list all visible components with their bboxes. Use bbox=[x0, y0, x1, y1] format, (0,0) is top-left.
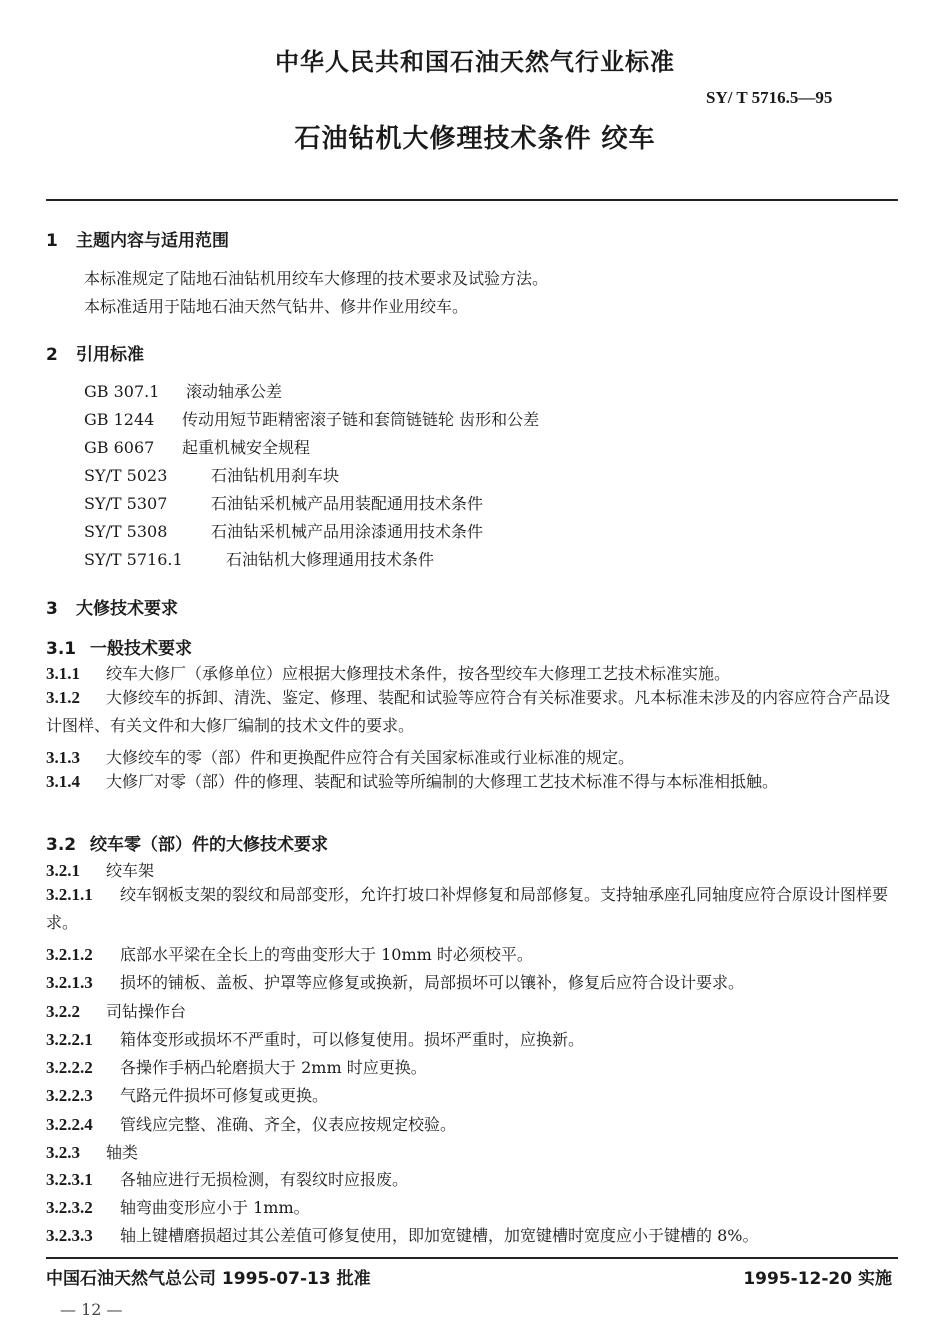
section-number: 1 bbox=[46, 231, 58, 251]
clause-text: 司钻操作台 bbox=[106, 1002, 187, 1021]
approval-line: 中国石油天然气总公司 1995-07-13 批准 bbox=[46, 1269, 371, 1289]
clause-number: 3.2.2.3 bbox=[46, 1086, 93, 1105]
section-title: 主题内容与适用范围 bbox=[76, 231, 229, 251]
clause-text: 各操作手柄凸轮磨损大于 2mm 时应更换。 bbox=[120, 1058, 427, 1077]
section-title: 大修技术要求 bbox=[76, 599, 178, 619]
clause-number: 3.2.1.3 bbox=[46, 973, 93, 992]
subsection-title: 绞车零（部）件的大修技术要求 bbox=[90, 835, 328, 855]
clause-3-2-3-3 bbox=[46, 1223, 758, 1246]
clause-text: 轴上键槽磨损超过其公差值可修复使用，即加宽键槽，加宽键槽时宽度应小于键槽的 8%。 bbox=[120, 1226, 759, 1245]
reference-code: SY/T 5308 bbox=[84, 522, 168, 541]
subsection-3-1-heading bbox=[46, 634, 192, 659]
clause-3-2-3-2 bbox=[46, 1195, 310, 1218]
reference-item bbox=[84, 547, 434, 570]
clause-text: 绞车架 bbox=[106, 861, 155, 880]
reference-name: 石油钻采机械产品用涂漆通用技术条件 bbox=[211, 522, 484, 541]
clause-3-2-2 bbox=[46, 999, 186, 1022]
clause-text: 大修绞车的拆卸、清洗、鉴定、修理、装配和试验等应符合有关标准要求。凡本标准未涉及的内容应符合产品设计图样、有关文件和大修厂编制的技术文件的要求。 bbox=[46, 688, 891, 735]
reference-item bbox=[84, 491, 483, 514]
subsection-number: 3.2 bbox=[46, 835, 77, 855]
clause-number: 3.2.3.3 bbox=[46, 1226, 93, 1245]
reference-item bbox=[84, 379, 282, 402]
clause-text: 轴弯曲变形应小于 1mm。 bbox=[120, 1198, 310, 1217]
clause-3-1-3 bbox=[46, 745, 634, 768]
clause-text: 气路元件损坏可修复或更换。 bbox=[120, 1086, 329, 1105]
clause-number: 3.1.1 bbox=[46, 664, 80, 683]
clause-3-2-3 bbox=[46, 1140, 138, 1163]
page-number: — 12 — bbox=[60, 1300, 123, 1319]
reference-name: 石油钻采机械产品用装配通用技术条件 bbox=[211, 494, 484, 513]
reference-code: GB 6067 bbox=[84, 438, 155, 457]
clause-number: 3.1.4 bbox=[46, 772, 80, 791]
subsection-title: 一般技术要求 bbox=[90, 639, 192, 659]
reference-code: GB 1244 bbox=[84, 410, 155, 429]
reference-item bbox=[84, 519, 483, 542]
clause-text: 绞车钢板支架的裂纹和局部变形，允许打坡口补焊修复和局部修复。支持轴承座孔同轴度应符合原设计图样要求。 bbox=[46, 885, 889, 932]
clause-3-2-1-1 bbox=[46, 881, 898, 937]
section-3-heading bbox=[46, 594, 178, 619]
clause-text: 损坏的铺板、盖板、护罩等应修复或换新，局部损坏可以镶补，修复后应符合设计要求。 bbox=[120, 973, 745, 992]
clause-3-1-2 bbox=[46, 684, 898, 740]
subsection-number: 3.1 bbox=[46, 639, 77, 659]
reference-name: 传动用短节距精密滚子链和套筒链链轮 齿形和公差 bbox=[182, 410, 540, 429]
clause-text: 大修厂对零（部）件的修理、装配和试验等所编制的大修理工艺技术标准不得与本标准相抵触。 bbox=[106, 772, 779, 791]
reference-code: GB 307.1 bbox=[84, 382, 160, 401]
clause-text: 箱体变形或损坏不严重时，可以修复使用。损坏严重时，应换新。 bbox=[120, 1030, 585, 1049]
document-title: 石油钻机大修理技术条件 绞车 bbox=[294, 124, 656, 154]
reference-code: SY/T 5023 bbox=[84, 466, 168, 485]
reference-name: 石油钻机用刹车块 bbox=[211, 466, 340, 485]
section-number: 2 bbox=[46, 345, 58, 365]
clause-number: 3.2.2.4 bbox=[46, 1115, 93, 1134]
clause-text: 底部水平梁在全长上的弯曲变形大于 10mm 时必须校平。 bbox=[120, 945, 533, 964]
clause-3-2-2-3 bbox=[46, 1083, 328, 1106]
clause-number: 3.2.1.1 bbox=[46, 885, 93, 904]
reference-code: SY/T 5716.1 bbox=[84, 550, 183, 569]
reference-item bbox=[84, 435, 310, 458]
clause-3-2-2-4 bbox=[46, 1112, 456, 1135]
section-2-heading bbox=[46, 340, 144, 365]
clause-3-2-1-2 bbox=[46, 942, 533, 965]
standard-code: SY/ T 5716.5—95 bbox=[706, 88, 833, 107]
clause-number: 3.2.3.2 bbox=[46, 1198, 93, 1217]
clause-number: 3.2.2.1 bbox=[46, 1030, 93, 1049]
clause-3-2-2-1 bbox=[46, 1027, 584, 1050]
clause-text: 管线应完整、准确、齐全，仪表应按规定校验。 bbox=[120, 1115, 457, 1134]
clause-number: 3.2.3.1 bbox=[46, 1170, 93, 1189]
clause-3-2-2-2 bbox=[46, 1055, 427, 1078]
standard-org-title: 中华人民共和国石油天然气行业标准 bbox=[275, 48, 675, 76]
clause-number: 3.2.2.2 bbox=[46, 1058, 93, 1077]
clause-3-2-1-3 bbox=[46, 970, 744, 993]
scope-paragraph-1: 本标准规定了陆地石油钻机用绞车大修理的技术要求及试验方法。 bbox=[84, 269, 549, 288]
reference-name: 起重机械安全规程 bbox=[182, 438, 311, 457]
clause-text: 绞车大修厂（承修单位）应根据大修理技术条件，按各型绞车大修理工艺技术标准实施。 bbox=[106, 664, 731, 683]
clause-3-2-3-1 bbox=[46, 1167, 408, 1190]
clause-number: 3.1.3 bbox=[46, 748, 80, 767]
clause-3-1-4 bbox=[46, 768, 898, 796]
clause-text: 各轴应进行无损检测，有裂纹时应报废。 bbox=[120, 1170, 409, 1189]
clause-number: 3.1.2 bbox=[46, 688, 80, 707]
clause-3-1-1 bbox=[46, 661, 730, 684]
clause-number: 3.2.2 bbox=[46, 1002, 80, 1021]
clause-text: 大修绞车的零（部）件和更换配件应符合有关国家标准或行业标准的规定。 bbox=[106, 748, 635, 767]
section-title: 引用标准 bbox=[76, 345, 144, 365]
section-number: 3 bbox=[46, 599, 58, 619]
clause-number: 3.2.3 bbox=[46, 1143, 80, 1162]
subsection-3-2-heading bbox=[46, 830, 328, 855]
scope-paragraph-2: 本标准适用于陆地石油天然气钻井、修井作业用绞车。 bbox=[84, 297, 469, 316]
clause-3-2-1 bbox=[46, 858, 154, 881]
header-divider bbox=[46, 199, 898, 201]
reference-item bbox=[84, 407, 539, 430]
reference-name: 石油钻机大修理通用技术条件 bbox=[226, 550, 435, 569]
effective-date-line: 1995-12-20 实施 bbox=[743, 1269, 892, 1289]
footer-divider bbox=[46, 1257, 898, 1259]
reference-name: 滚动轴承公差 bbox=[186, 382, 283, 401]
section-1-heading bbox=[46, 226, 229, 251]
reference-item bbox=[84, 463, 339, 486]
clause-number: 3.2.1.2 bbox=[46, 945, 93, 964]
clause-text: 轴类 bbox=[106, 1143, 139, 1162]
reference-code: SY/T 5307 bbox=[84, 494, 168, 513]
clause-number: 3.2.1 bbox=[46, 861, 80, 880]
